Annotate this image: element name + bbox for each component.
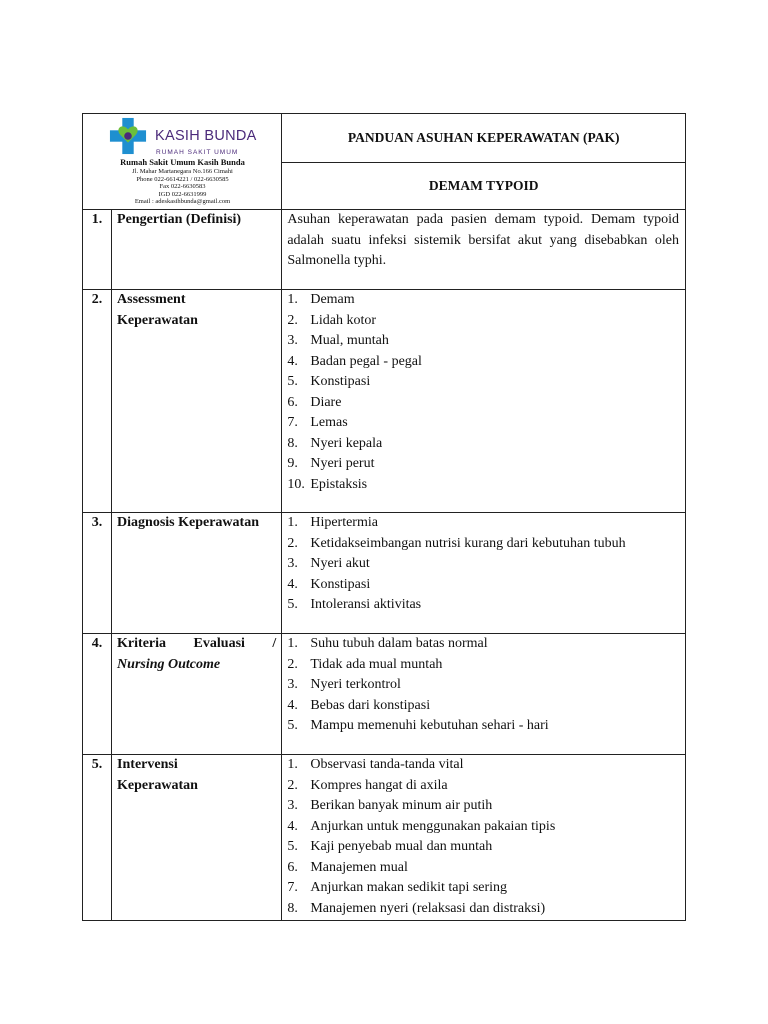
- list-item: [287, 858, 679, 879]
- list-item-text: Manajemen mual: [310, 859, 408, 875]
- list-item: [287, 817, 679, 838]
- list-item-text: Demam: [310, 292, 355, 307]
- row-label-line: Intervensi: [117, 757, 178, 772]
- table-row: [83, 210, 686, 290]
- list-item: [287, 696, 679, 717]
- list-item-text: Hipertermia: [310, 515, 378, 530]
- email-line: Email : adeskasihbunda@gmail.com: [134, 198, 231, 205]
- list-item-number: 5.: [287, 718, 298, 733]
- list-item: [287, 352, 679, 373]
- row-label: Pengertian (Definisi): [112, 210, 282, 290]
- list-item: [287, 372, 679, 393]
- list-item-text: Epistaksis: [310, 476, 368, 492]
- list-item-text: Nyeri akut: [310, 556, 370, 571]
- kasih-bunda-logo-icon: [109, 117, 147, 155]
- row-number: 5.: [83, 755, 112, 921]
- row-label-line: Keperawatan: [117, 312, 198, 328]
- list-item: [287, 513, 679, 534]
- list-item-text: Konstipasi: [310, 374, 371, 389]
- list-item-number: 1.: [287, 636, 298, 651]
- list-item-number: 10.: [287, 476, 305, 492]
- list-item: [287, 634, 679, 655]
- list-item: [287, 796, 679, 817]
- list-item-number: 7.: [287, 415, 298, 430]
- list-item-number: 4.: [287, 576, 298, 592]
- list-item: [287, 878, 679, 899]
- row-label: Diagnosis Keperawatan: [112, 513, 282, 634]
- row-label-line: Kriteria Evaluasi /: [117, 636, 277, 651]
- diagnosis-list: [287, 513, 679, 616]
- row-label-line: Assessment: [117, 292, 186, 307]
- list-item: [287, 776, 679, 797]
- outcome-list: [287, 634, 679, 737]
- list-item-number: 6.: [287, 394, 298, 410]
- list-item: [287, 311, 679, 332]
- list-item-number: 2.: [287, 312, 298, 328]
- table-row: [83, 290, 686, 513]
- brand-name: KASIH BUNDA: [155, 128, 257, 144]
- list-item-number: 3.: [287, 556, 298, 571]
- address-line: Jl. Mahar Martanegara No.166 Cimahi: [132, 168, 233, 175]
- list-item-text: Intoleransi aktivitas: [310, 597, 422, 612]
- list-item-text: Anjurkan makan sedikit tapi sering: [310, 880, 508, 895]
- list-item: [287, 595, 679, 616]
- list-item: [287, 655, 679, 676]
- list-item-number: 4.: [287, 697, 298, 713]
- list-item: [287, 454, 679, 475]
- list-item-text: Kaji penyebab mual dan muntah: [310, 839, 493, 854]
- row-number: 1.: [83, 210, 112, 290]
- list-item-text: Diare: [310, 394, 342, 410]
- list-item-text: Manajemen nyeri (relaksasi dan distraksi): [310, 900, 546, 916]
- row-label: [112, 755, 282, 921]
- list-item-text: Mampu memenuhi kebutuhan sehari - hari: [310, 718, 549, 733]
- row-number: 4.: [83, 634, 112, 755]
- list-item-number: 1.: [287, 515, 298, 530]
- list-item-number: 3.: [287, 333, 298, 348]
- list-item: [287, 554, 679, 575]
- list-item-number: 3.: [287, 798, 298, 813]
- list-item-text: Nyeri kepala: [310, 435, 383, 451]
- list-item-number: 9.: [287, 456, 298, 471]
- list-item-number: 2.: [287, 535, 298, 551]
- hospital-header: [83, 114, 282, 210]
- list-item-number: 5.: [287, 374, 298, 389]
- igd-line: IGD 022-6631999: [158, 190, 207, 198]
- list-item-number: 6.: [287, 859, 298, 875]
- list-item-number: 8.: [287, 900, 298, 916]
- list-item-text: Tidak ada mual muntah: [310, 656, 443, 672]
- list-item: [287, 899, 679, 920]
- hospital-name: Rumah Sakit Umum Kasih Bunda: [120, 157, 245, 167]
- list-item-text: Bebas dari konstipasi: [310, 697, 431, 713]
- list-item-text: Lemas: [310, 415, 348, 430]
- list-item: [287, 837, 679, 858]
- list-item: [287, 331, 679, 352]
- assessment-list: [287, 290, 679, 495]
- list-item: [287, 434, 679, 455]
- list-item-text: Mual, muntah: [310, 333, 389, 348]
- list-item-number: 2.: [287, 777, 298, 793]
- list-item-number: 1.: [287, 757, 298, 772]
- list-item-text: Kompres hangat di axila: [310, 777, 448, 793]
- list-item-number: 3.: [287, 677, 298, 692]
- pak-table: [82, 113, 686, 921]
- list-item-number: 8.: [287, 435, 298, 451]
- row-content: [282, 210, 686, 290]
- list-item-number: 2.: [287, 656, 298, 672]
- list-item-number: 4.: [287, 353, 298, 369]
- list-item-text: Suhu tubuh dalam batas normal: [310, 636, 488, 651]
- list-item-text: Ketidakseimbangan nutrisi kurang dari kebutuhan tubuh: [310, 535, 626, 551]
- list-item-text: Lidah kotor: [310, 312, 377, 328]
- row-label: [112, 634, 282, 755]
- list-item: [287, 475, 679, 496]
- list-item: [287, 413, 679, 434]
- list-item: [287, 393, 679, 414]
- row-number: 3.: [83, 513, 112, 634]
- table-row: [83, 513, 686, 634]
- list-item-number: 4.: [287, 818, 298, 834]
- table-row: [83, 755, 686, 921]
- list-item-number: 7.: [287, 880, 298, 895]
- brand-subtitle: RUMAH SAKIT UMUM: [156, 149, 239, 156]
- fax-line: Fax 022-6630583: [159, 183, 206, 190]
- document-subtitle: DEMAM TYPOID: [282, 162, 686, 210]
- intervention-list: [287, 755, 679, 919]
- list-item: [287, 290, 679, 311]
- list-item-text: Berikan banyak minum air putih: [310, 798, 493, 813]
- definition-paragraph: Asuhan keperawatan pada pasien demam typoid. Demam typoid adalah suatu infeksi sistemik bersifat akut yang disebabkan oleh Salmonella typhi.: [287, 212, 679, 268]
- list-item: [287, 755, 679, 776]
- list-item-text: Nyeri perut: [310, 456, 375, 471]
- list-item-number: 5.: [287, 597, 298, 612]
- row-label-line: Nursing Outcome: [117, 656, 221, 672]
- row-number: 2.: [83, 290, 112, 513]
- list-item: [287, 716, 679, 737]
- list-item: [287, 534, 679, 555]
- list-item-number: 5.: [287, 839, 298, 854]
- list-item: [287, 575, 679, 596]
- list-item-text: Observasi tanda-tanda vital: [310, 757, 464, 772]
- row-label: [112, 290, 282, 513]
- list-item: [287, 675, 679, 696]
- row-content: [282, 290, 686, 513]
- list-item-text: Konstipasi: [310, 576, 371, 592]
- phone-line: Phone 022-6614221 / 022-6630585: [136, 175, 229, 183]
- row-content: [282, 755, 686, 921]
- list-item-text: Badan pegal - pegal: [310, 353, 422, 369]
- document-title: PANDUAN ASUHAN KEPERAWATAN (PAK): [282, 114, 686, 163]
- row-label-line: Keperawatan: [117, 777, 198, 793]
- table-row: [83, 634, 686, 755]
- row-content: [282, 513, 686, 634]
- row-content: [282, 634, 686, 755]
- list-item-text: Anjurkan untuk menggunakan pakaian tipis: [310, 818, 556, 834]
- list-item-text: Nyeri terkontrol: [310, 677, 401, 692]
- list-item-number: 1.: [287, 292, 298, 307]
